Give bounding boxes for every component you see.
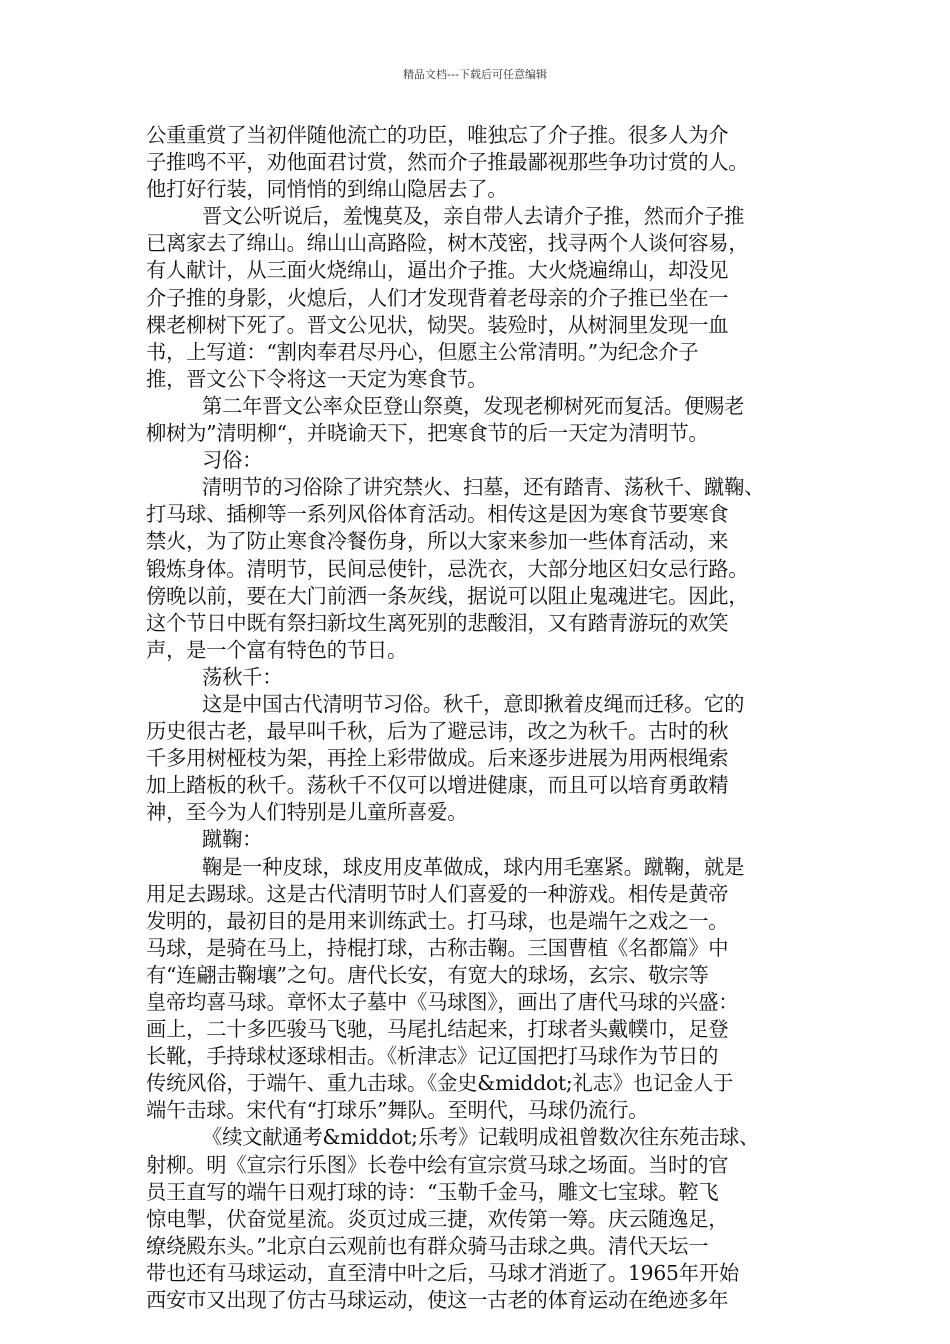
text-line: 有“连翩击鞠壤”之句。唐代长安，有宽大的球场，玄宗、敬宗等 [146, 962, 709, 987]
paragraph-start-line: 这是中国古代清明节习俗。秋千，意即揪着皮绳而迁移。它的 [202, 691, 745, 716]
text-line: 传统风俗，于端午、重九击球。《金史&middot;礼志》也记金人于 [146, 1071, 734, 1096]
text-line: 神，至今为人们特别是儿童所喜爱。 [146, 800, 468, 825]
text-line: 书，上写道：“割肉奉君尽丹心，但愿主公常清明。”为纪念介子 [146, 339, 699, 364]
text-line: 带也还有马球运动，直至清中叶之后，马球才消逝了。1965年开始 [146, 1260, 740, 1285]
text-line: 已离家去了绵山。绵山山高路险，树木茂密，找寻两个人谈何容易， [146, 231, 749, 256]
text-line: 傍晚以前，要在大门前洒一条灰线，据说可以阻止鬼魂进宅。因此， [146, 583, 749, 608]
text-line: 发明的，最初目的是用来训练武士。打马球，也是端午之戏之一。 [146, 908, 729, 933]
text-line: 棵老柳树下死了。晋文公见状，恸哭。装殓时，从树洞里发现一血 [146, 312, 729, 337]
text-line: 画上，二十多匹骏马飞驰，马尾扎结起来，打球者头戴幞巾，足登 [146, 1017, 729, 1042]
text-line: 加上踏板的秋千。荡秋千不仅可以增进健康，而且可以培育勇敢精 [146, 773, 729, 798]
text-line: 锻炼身体。清明节，民间忌使针，忌洗衣，大部分地区妇女忌行路。 [146, 556, 749, 581]
text-line: 介子推的身影，火熄后，人们才发现背着老母亲的介子推已坐在一 [146, 285, 729, 310]
section-heading-swing: 荡秋千： [202, 664, 283, 689]
paragraph-start-line: 第二年晋文公率众臣登山祭奠，发现老柳树死而复活。便赐老 [202, 393, 745, 418]
text-line: 长靴，手持球杖逐球相击。《析津志》记辽国把打马球作为节日的 [146, 1044, 719, 1069]
text-line: 员王直写的端午日观打球的诗：“玉勒千金马，雕文七宝球。鞚飞 [146, 1179, 719, 1204]
text-line: 惊电掣，伏奋觉星流。炎页过成三捷，欢传第一筹。庆云随逸足， [146, 1206, 729, 1231]
text-line: 历史很古老，最早叫千秋，后为了避忌讳，改之为秋千。古时的秋 [146, 719, 729, 744]
text-line: 缭绕殿东头。”北京白云观前也有群众骑马击球之典。清代天坛一 [146, 1233, 709, 1258]
paragraph-start-line: 鞠是一种皮球，球皮用皮革做成，球内用毛塞紧。蹴鞠，就是 [202, 854, 745, 879]
body-text [146, 122, 818, 1314]
text-line: 马球，是骑在马上，持棍打球，古称击鞠。三国曹植《名都篇》中 [146, 935, 729, 960]
text-line: 他打好行装，同悄悄的到绵山隐居去了。 [146, 177, 508, 202]
paragraph-start-line: 清明节的习俗除了讲究禁火、扫墓，还有踏青、荡秋千、蹴鞠、 [202, 475, 765, 500]
text-line: 打马球、插柳等一系列风俗体育活动。相传这是因为寒食节要寒食 [146, 502, 729, 527]
paragraph-start-line: 《续文献通考&middot;乐考》记载明成祖曾数次往东苑击球、 [202, 1125, 760, 1150]
text-line: 有人献计，从三面火烧绵山，逼出介子推。大火烧遍绵山，却没见 [146, 258, 729, 283]
text-line: 公重重赏了当初伴随他流亡的功臣，唯独忘了介子推。很多人为介 [146, 123, 729, 147]
text-line: 皇帝均喜马球。章怀太子墓中《马球图》，画出了唐代马球的兴盛： [146, 990, 739, 1014]
page-header: 精品文档---下载后可任意编辑 [403, 68, 547, 81]
text-line: 用足去踢球。这是古代清明节时人们喜爱的一种游戏。相传是黄帝 [146, 881, 729, 906]
text-line: 推，晋文公下令将这一天定为寒食节。 [146, 366, 488, 391]
text-line: 这个节日中既有祭扫新坟生离死别的悲酸泪，又有踏青游玩的欢笑 [146, 610, 729, 635]
section-heading-cuju: 蹴鞠： [202, 827, 263, 852]
paragraph-start-line: 晋文公听说后，羞愧莫及，亲自带人去请介子推，然而介子推 [202, 204, 745, 229]
text-line: 西安市又出现了仿古马球运动，使这一古老的体育运动在绝迹多年 [146, 1288, 729, 1313]
text-line: 射柳。明《宣宗行乐图》长卷中绘有宣宗赏马球之场面。当时的官 [146, 1152, 729, 1177]
text-line: 柳树为”清明柳“，并晓谕天下，把寒食节的后一天定为清明节。 [146, 421, 709, 446]
text-line: 子推鸣不平，劝他面君讨赏，然而介子推最鄙视那些争功讨赏的人。 [146, 150, 749, 175]
text-line: 端午击球。宋代有“打球乐”舞队。至明代，马球仍流行。 [146, 1098, 649, 1123]
text-line: 声，是一个富有特色的节日。 [146, 637, 408, 662]
text-line: 千多用树桠枝为架，再拴上彩带做成。后来逐步进展为用两根绳索 [146, 746, 729, 771]
section-heading-customs: 习俗： [202, 448, 263, 473]
text-line: 禁火，为了防止寒食冷餐伤身，所以大家来参加一些体育活动，来 [146, 529, 729, 554]
